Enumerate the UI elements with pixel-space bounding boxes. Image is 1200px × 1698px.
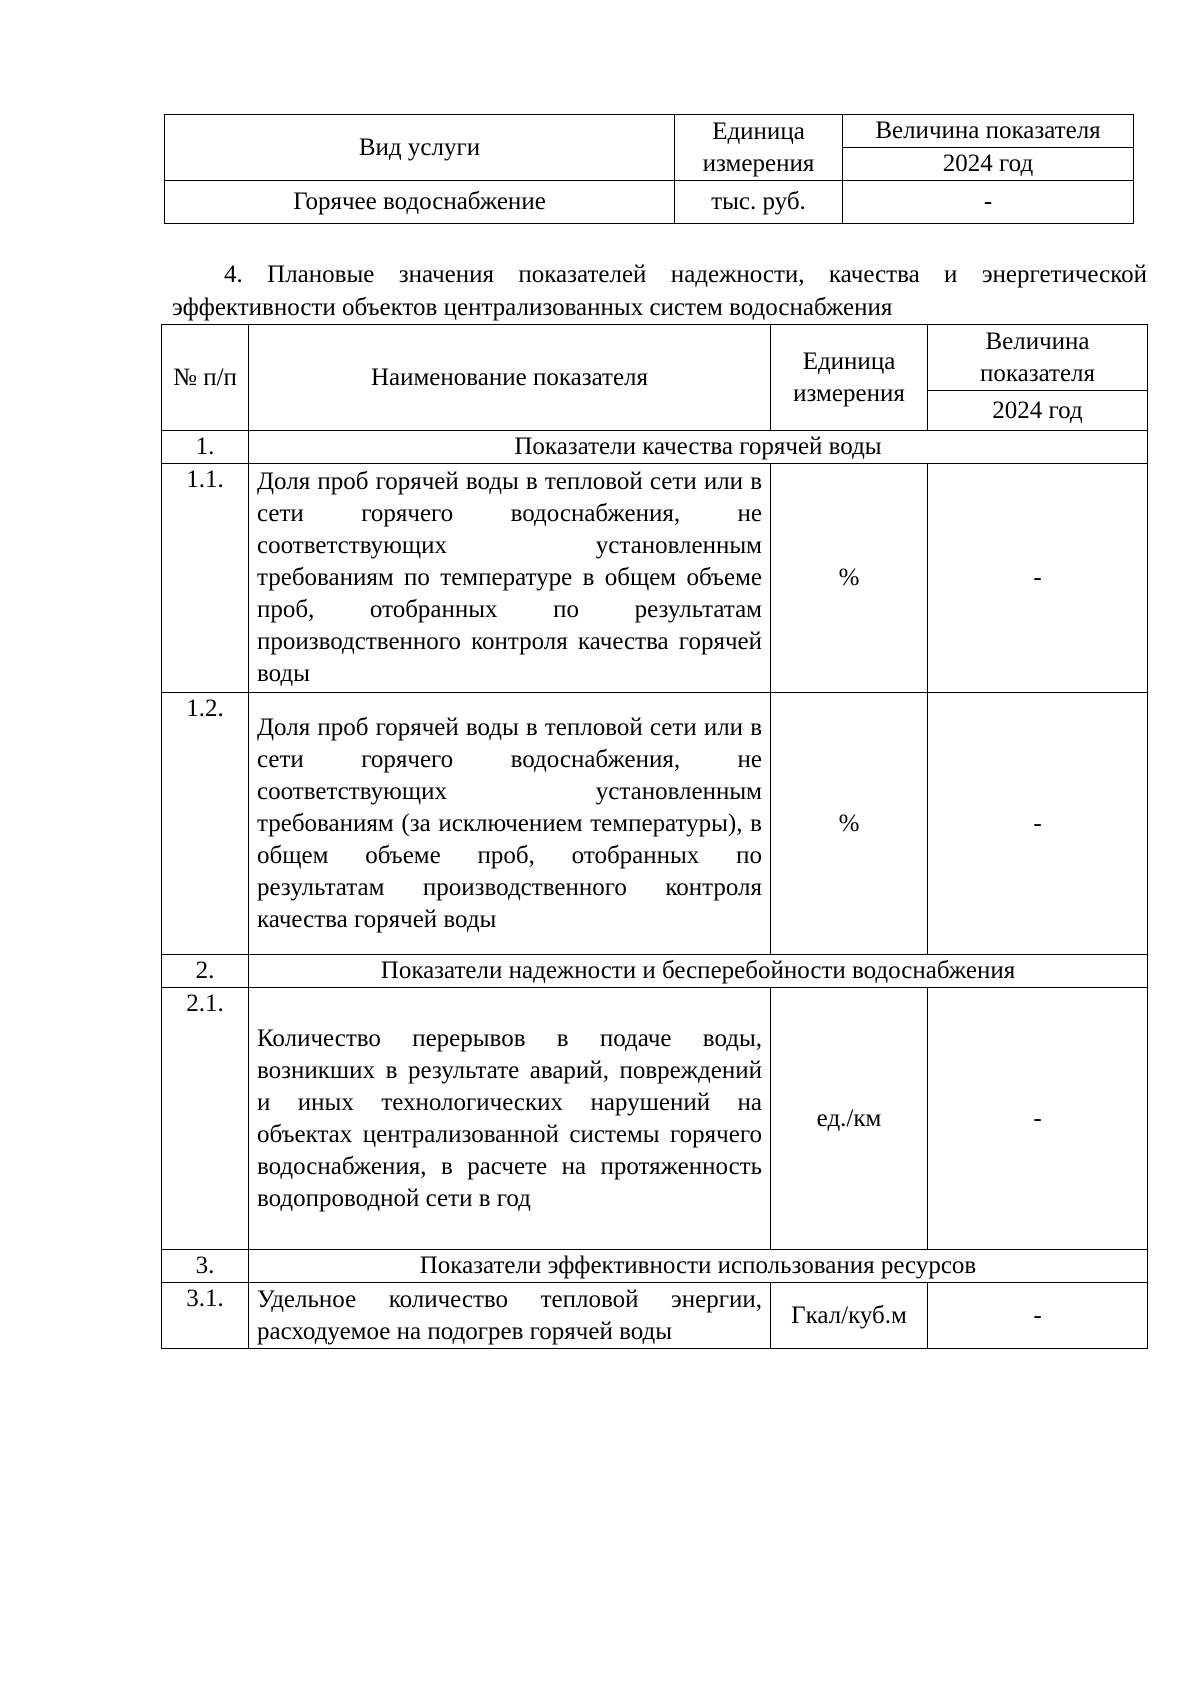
row-unit: %	[771, 464, 928, 693]
section-row	[162, 1250, 1148, 1283]
section-heading: 4. Плановые значения показателей надежности, качества и энергетической эффективности объектов централизованных систем водоснабжения	[172, 261, 1147, 321]
row-value: -	[928, 1283, 1148, 1349]
header-name: Наименование показателя	[249, 325, 771, 431]
row-num: 1.1.	[162, 464, 249, 693]
row-name: Количество перерывов в подаче воды, возникших в результате аварий, повреждений и иных технологических нарушений на объектах централизованной системы горячего водоснабжения, в расчете на протяженность водопроводной сети в год	[249, 988, 771, 1250]
section-row	[162, 431, 1148, 464]
row-num: 1.2.	[162, 693, 249, 955]
row-name: Доля проб горячей воды в тепловой сети или в сети горячего водоснабжения, не соответствующих установленным требованиям по температуре в общем объеме проб, отобранных по результатам производственного контроля качества горячей воды	[249, 464, 771, 693]
row-value: -	[928, 988, 1148, 1250]
header-value: Величина показателя	[843, 115, 1134, 148]
row-name: Удельное количество тепловой энергии, расходуемое на подогрев горячей воды	[249, 1283, 771, 1349]
row-value: -	[928, 693, 1148, 955]
table-row	[162, 464, 1148, 693]
indicators-table	[161, 324, 1148, 1349]
row-unit: Гкал/куб.м	[771, 1283, 928, 1349]
table-row	[162, 1283, 1148, 1349]
table-row	[162, 988, 1148, 1250]
section-title: Показатели надежности и бесперебойности водоснабжения	[249, 955, 1148, 988]
section-num: 1.	[162, 431, 249, 464]
row-unit: %	[771, 693, 928, 955]
header-value: Величина показателя	[928, 325, 1148, 391]
header-service-type: Вид услуги	[165, 115, 675, 181]
service-name: Горячее водоснабжение	[165, 181, 675, 224]
row-unit: ед./км	[771, 988, 928, 1250]
section-num: 2.	[162, 955, 249, 988]
table-row	[165, 181, 1134, 224]
table-row	[162, 693, 1148, 955]
section-title: Показатели качества горячей воды	[249, 431, 1148, 464]
service-value: -	[843, 181, 1134, 224]
header-unit: Единица измерения	[771, 325, 928, 431]
row-name: Доля проб горячей воды в тепловой сети или в сети горячего водоснабжения, не соответствующих установленным требованиям (за исключением температуры), в общем объеме проб, отобранных по результатам производственного контроля качества горячей воды	[249, 693, 771, 955]
header-year: 2024 год	[843, 148, 1134, 181]
service-table	[164, 114, 1134, 224]
row-num: 2.1.	[162, 988, 249, 1250]
header-num: № п/п	[162, 325, 249, 431]
service-unit: тыс. руб.	[675, 181, 843, 224]
header-unit: Единица измерения	[675, 115, 843, 181]
section-title: Показатели эффективности использования ресурсов	[249, 1250, 1148, 1283]
row-num: 3.1.	[162, 1283, 249, 1349]
header-year: 2024 год	[928, 391, 1148, 431]
section-num: 3.	[162, 1250, 249, 1283]
section-row	[162, 955, 1148, 988]
row-value: -	[928, 464, 1148, 693]
